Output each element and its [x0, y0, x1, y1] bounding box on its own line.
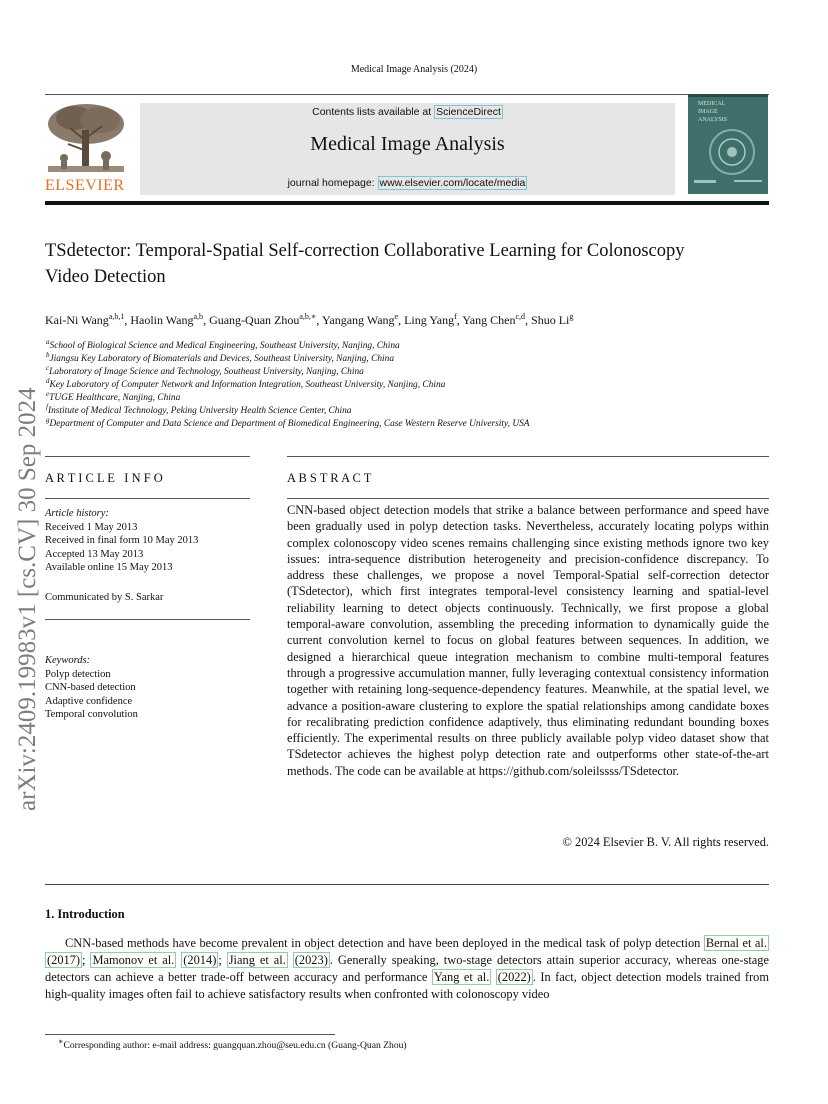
contents-prefix: Contents lists available at: [312, 106, 435, 118]
copyright-notice: © 2024 Elsevier B. V. All rights reserved.: [562, 835, 769, 849]
keywords-rule: [45, 619, 250, 620]
history-item: Accepted 13 May 2013: [45, 548, 144, 560]
author: Shuo Li$^g$: [531, 312, 574, 327]
keyword-item: Polyp detection: [45, 668, 111, 680]
citation-yang-2022-year[interactable]: (2022): [497, 970, 531, 984]
article-history: Article history: Received 1 May 2013 Received in final form 10 May 2013 Accepted 13 May 2013 Available online 15 May 2013: [45, 508, 199, 573]
elsevier-tree-icon: [40, 100, 132, 180]
citation-mamonov-2014-year[interactable]: (2014): [183, 953, 217, 967]
masthead-box: [140, 103, 675, 195]
affiliation: $^e$TUGE Healthcare, Nanjing, China: [46, 389, 181, 403]
author-list: Kai-Ni Wang$^{a,b,1}$, Haolin Wang$^{a,b}$, Guang-Quan Zhou$^{a,b,∗}$, Yangang Wang$^e$, Ling Yang$^f$, Yang Chen$^{c,d}$, Shuo Li$^g$: [45, 312, 574, 327]
homepage-prefix: journal homepage:: [287, 177, 378, 189]
affiliation: $^b$Jiangsu Key Laboratory of Biomaterials and Devices, Southeast University, Nanjing, China: [46, 350, 395, 364]
author: Yang Chen$^{c,d}$: [462, 312, 526, 327]
keyword-item: Temporal convolution: [45, 709, 138, 720]
affiliation: $^f$Institute of Medical Technology, Peking University Health Science Center, China: [46, 402, 352, 416]
affiliation: $^g$Department of Computer and Data Science and Department of Biomedical Engineering, Case Western Reserve University, USA: [46, 415, 530, 429]
footnote-rule: [45, 1034, 335, 1035]
author: Ling Yang$^f$: [404, 312, 457, 327]
history-item: Received in final form 10 May 2013: [45, 535, 199, 546]
keywords: Keywords: Polyp detection CNN-based detection Adaptive confidence Temporal convolution: [45, 655, 138, 720]
running-head: Medical Image Analysis (2024): [350, 64, 478, 75]
history-item: Available online 15 May 2013: [45, 562, 173, 573]
author: Haolin Wang$^{a,b}$: [130, 312, 204, 327]
homepage-line: [140, 177, 675, 189]
journal-homepage-link[interactable]: www.elsevier.com/locate/media: [379, 177, 526, 189]
citation-bernal-2017[interactable]: Bernal et al.: [705, 936, 767, 950]
citation-bernal-2017-year[interactable]: (2017): [47, 953, 81, 967]
citation-jiang-2023-year[interactable]: (2023): [294, 953, 328, 967]
communicated-by: Communicated by S. Sarkar: [45, 592, 164, 603]
journal-title: Medical Image Analysis: [310, 133, 505, 155]
keyword-item: CNN-based detection: [45, 682, 136, 693]
cover-title: MEDICAL IMAGE ANALYSIS: [698, 101, 728, 123]
article-info-top-rule: [45, 456, 250, 457]
author: Guang-Quan Zhou$^{a,b,∗}$: [209, 312, 317, 327]
affiliation: $^a$School of Biological Science and Medical Engineering, Southeast University, Nanjing, China: [46, 337, 400, 351]
affiliation: $^d$Key Laboratory of Computer Network and Information Integration, Southeast University, Nanjing, China: [46, 376, 446, 390]
article-info-heading: A R T I C L E I N F O: [45, 471, 163, 485]
affiliation: $^c$Laboratory of Image Science and Technology, Southeast University, Nanjing, China: [46, 363, 364, 377]
author: Yangang Wang$^e$: [321, 312, 399, 327]
masthead-top-rule: [45, 94, 769, 95]
cover-art-icon: [688, 94, 768, 194]
abstract-top-rule: [287, 456, 769, 457]
citation-jiang-2023[interactable]: Jiang et al.: [228, 953, 286, 967]
abstract-text: CNN-based object detection models that strike a balance between performance and speed have been gradually used in polyp detection tasks. Nevertheless, accurately locating polyps within complex colonoscopy video scenes remains challenging since existing methods ignore two key issues: intra-sequence distribution heterogeneity and precision-confidence discrepancy. To address these challenges, we propose a novel Temporal-Spatial self-correction detector (TSdetector), which first integrates temporal-level consistency learning and spatial-level reliability learning to detect objects continuously. Technically, we first propose a global temporal-aware convolution, assembling the preceding information to dynamically guide the current convolution kernel to focus on global features between sequences. In addition, we designed a hierarchical queue integration mechanism to combine multi-temporal features through a progressive accumulation manner, fully leveraging contextual consistency information together with retaining long-sequence-dependency features. Meanwhile, at the spatial level, we advance a position-aware clustering to explore the spatial relationships among candidate boxes for recalibrating prediction confidence adaptively, thus eliminating redundant bounding boxes efficiently. The experimental results on three publicly available polyp video dataset show that TSdetector achieves the highest polyp detection rate and outperforms other state-of-the-art methods. The code can be available at https://github.com/soleilssss/TSdetector.: [287, 503, 769, 778]
publisher-name: ELSEVIER: [45, 177, 125, 194]
keyword-item: Adaptive confidence: [45, 695, 133, 707]
front-matter-bottom-rule: [45, 884, 769, 885]
abstract-heading: A B S T R A C T: [287, 471, 372, 485]
arxiv-identifier-stamp: arXiv:2409.19983v1 [cs.CV] 30 Sep 2024: [14, 387, 41, 811]
history-item: Received 1 May 2013: [45, 521, 138, 533]
author: Kai-Ni Wang$^{a,b,1}$: [45, 312, 125, 327]
masthead-bottom-rule: [45, 201, 769, 205]
introduction-paragraph: CNN-based methods have become prevalent in object detection and have been deployed in the medical task of polyp detection Bernal et al. (2017) ; Mamonov et al. (2014) ; Jiang et al. (2023) . Generally speaking, two-stage detectors attain superior accuracy, whereas one-stage detectors can achieve a better trade-off between accuracy and performance Yang et al. (2022) . In fact, object detection models trained from high-quality images often fail to achieve satisfactory results when confronted with colonoscopy video: [45, 936, 769, 1001]
elsevier-logo: [40, 100, 132, 196]
paper-title: TSdetector: Temporal-Spatial Self-correction Collaborative Learning for Colonoscopy Video Detection: [45, 241, 685, 287]
journal-cover-thumbnail: [688, 94, 768, 194]
citation-mamonov-2014[interactable]: Mamonov et al.: [92, 953, 175, 967]
abstract-mid-rule: [287, 498, 769, 499]
sciencedirect-link[interactable]: ScienceDirect: [436, 106, 501, 118]
section-heading-introduction: 1. Introduction: [45, 907, 125, 921]
contents-line: [140, 106, 675, 118]
corresponding-author-footnote: ∗Corresponding author: e-mail address: guangquan.zhou@seu.edu.cn (Guang-Quan Zhou): [58, 1036, 407, 1051]
citation-yang-2022[interactable]: Yang et al.: [433, 970, 490, 984]
article-info-mid-rule: [45, 498, 250, 499]
